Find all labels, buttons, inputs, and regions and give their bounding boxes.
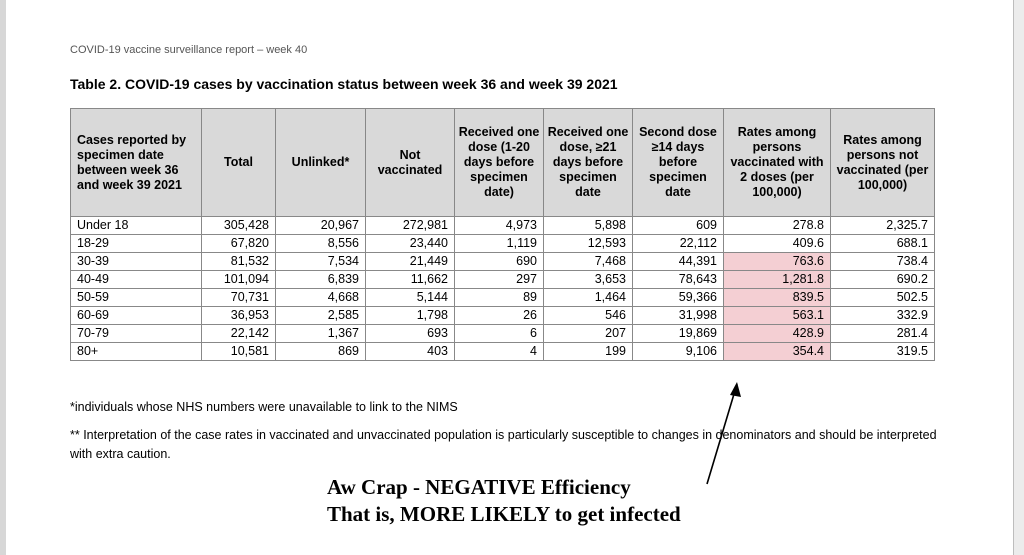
rate-not-vaccinated-cell: 281.4 [831,325,935,343]
one-dose-late-cell: 5,898 [544,217,633,235]
total-cell: 10,581 [202,343,276,361]
one-dose-early-cell: 26 [455,307,544,325]
column-header-unlinked: Unlinked* [276,109,366,217]
one-dose-late-cell: 1,464 [544,289,633,307]
rate-not-vaccinated-cell: 738.4 [831,253,935,271]
not-vaccinated-cell: 5,144 [366,289,455,307]
second-dose-cell: 19,869 [633,325,724,343]
total-cell: 22,142 [202,325,276,343]
column-header-one-dose-late: Received one dose, ≥21 days before specimen date [544,109,633,217]
rate-vaccinated-cell: 278.8 [724,217,831,235]
second-dose-cell: 31,998 [633,307,724,325]
column-header-rate-not-vaccinated: Rates among persons not vaccinated (per 100,000) [831,109,935,217]
rate-not-vaccinated-cell: 688.1 [831,235,935,253]
not-vaccinated-cell: 21,449 [366,253,455,271]
column-header-age: Cases reported by specimen date between week 36 and week 39 2021 [71,109,202,217]
second-dose-cell: 9,106 [633,343,724,361]
one-dose-late-cell: 207 [544,325,633,343]
column-header-one-dose-early: Received one dose (1-20 days before specimen date) [455,109,544,217]
age-group-cell: Under 18 [71,217,202,235]
rate-vaccinated-cell-highlighted: 428.9 [724,325,831,343]
rate-not-vaccinated-cell: 690.2 [831,271,935,289]
column-header-second-dose: Second dose ≥14 days before specimen date [633,109,724,217]
running-header: COVID-19 vaccine surveillance report – week 40 [70,44,308,56]
age-group-cell: 80+ [71,343,202,361]
not-vaccinated-cell: 11,662 [366,271,455,289]
one-dose-late-cell: 546 [544,307,633,325]
second-dose-cell: 59,366 [633,289,724,307]
one-dose-early-cell: 297 [455,271,544,289]
one-dose-late-cell: 199 [544,343,633,361]
unlinked-cell: 4,668 [276,289,366,307]
one-dose-early-cell: 6 [455,325,544,343]
unlinked-cell: 1,367 [276,325,366,343]
rate-vaccinated-cell: 409.6 [724,235,831,253]
age-group-cell: 40-49 [71,271,202,289]
rate-vaccinated-cell-highlighted: 354.4 [724,343,831,361]
rate-vaccinated-cell-highlighted: 839.5 [724,289,831,307]
not-vaccinated-cell: 693 [366,325,455,343]
one-dose-late-cell: 12,593 [544,235,633,253]
unlinked-cell: 20,967 [276,217,366,235]
total-cell: 67,820 [202,235,276,253]
total-cell: 81,532 [202,253,276,271]
total-cell: 101,094 [202,271,276,289]
second-dose-cell: 22,112 [633,235,724,253]
one-dose-early-cell: 4 [455,343,544,361]
age-group-cell: 70-79 [71,325,202,343]
column-header-total: Total [202,109,276,217]
not-vaccinated-cell: 1,798 [366,307,455,325]
handwritten-annotation [327,474,681,528]
not-vaccinated-cell: 403 [366,343,455,361]
unlinked-cell: 6,839 [276,271,366,289]
one-dose-early-cell: 4,973 [455,217,544,235]
rate-vaccinated-cell-highlighted: 763.6 [724,253,831,271]
second-dose-cell: 44,391 [633,253,724,271]
rate-not-vaccinated-cell: 332.9 [831,307,935,325]
total-cell: 305,428 [202,217,276,235]
annotation-line-1: Aw Crap - NEGATIVE Efficiency [327,475,631,499]
annotation-line-2: That is, MORE LIKELY to get infected [327,502,681,526]
total-cell: 70,731 [202,289,276,307]
not-vaccinated-cell: 272,981 [366,217,455,235]
not-vaccinated-cell: 23,440 [366,235,455,253]
one-dose-early-cell: 89 [455,289,544,307]
unlinked-cell: 869 [276,343,366,361]
column-header-not-vaccinated: Not vaccinated [366,109,455,217]
second-dose-cell: 78,643 [633,271,724,289]
column-header-rate-vaccinated: Rates among persons vaccinated with 2 doses (per 100,000) [724,109,831,217]
footnote-interpretation: ** Interpretation of the case rates in vaccinated and unvaccinated population is particularly susceptible to changes in denominators and should be interpreted with extra caution. [70,428,937,461]
one-dose-late-cell: 3,653 [544,271,633,289]
rate-not-vaccinated-cell: 319.5 [831,343,935,361]
age-group-cell: 18-29 [71,235,202,253]
unlinked-cell: 7,534 [276,253,366,271]
age-group-cell: 50-59 [71,289,202,307]
one-dose-early-cell: 690 [455,253,544,271]
one-dose-late-cell: 7,468 [544,253,633,271]
table-title: Table 2. COVID-19 cases by vaccination status between week 36 and week 39 2021 [70,76,618,92]
rate-vaccinated-cell-highlighted: 1,281.8 [724,271,831,289]
unlinked-cell: 2,585 [276,307,366,325]
age-group-cell: 30-39 [71,253,202,271]
one-dose-early-cell: 1,119 [455,235,544,253]
rate-vaccinated-cell-highlighted: 563.1 [724,307,831,325]
rate-not-vaccinated-cell: 2,325.7 [831,217,935,235]
rate-not-vaccinated-cell: 502.5 [831,289,935,307]
unlinked-cell: 8,556 [276,235,366,253]
total-cell: 36,953 [202,307,276,325]
age-group-cell: 60-69 [71,307,202,325]
second-dose-cell: 609 [633,217,724,235]
footnote-unlinked: *individuals whose NHS numbers were unavailable to link to the NIMS [70,400,458,414]
